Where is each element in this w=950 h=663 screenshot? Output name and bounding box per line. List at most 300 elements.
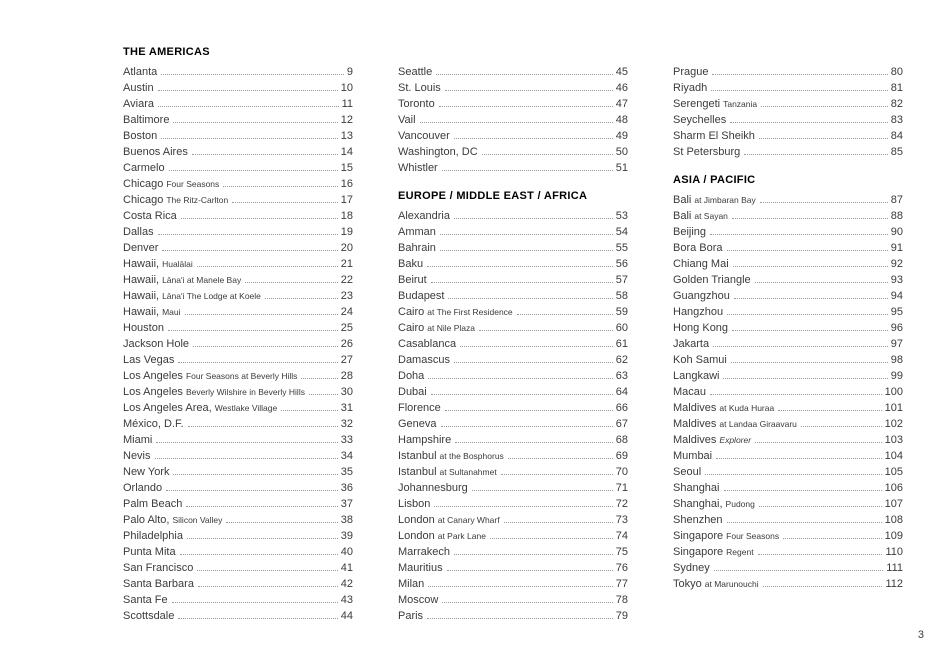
toc-entry [673,480,903,496]
entry-page-number: 46 [615,82,628,94]
dotted-leader [744,154,887,155]
dotted-leader [716,458,882,459]
entry-page-number: 25 [340,322,353,334]
entry-name: Vail [398,114,416,126]
entry-name: Hawaii, [123,290,160,302]
dotted-leader [180,554,338,555]
entry-name: Shenzhen [673,514,723,526]
toc-column-right [673,44,903,624]
entry-subtitle: at Kuda Huraa [719,403,775,413]
entry-page-number: 18 [340,210,353,222]
dotted-leader [431,394,613,395]
entry-name: Seattle [398,66,433,78]
dotted-leader [517,314,613,315]
dotted-leader [439,106,613,107]
toc-entry [673,512,903,528]
entry-name: Santa Barbara [123,578,194,590]
toc-entry [123,400,353,416]
toc-entry [673,224,903,240]
entry-page-number: 88 [890,210,903,222]
entry-name: Denver [123,242,159,254]
dotted-leader [178,362,337,363]
entry-page-number: 35 [340,466,353,478]
entry-page-number: 22 [340,274,353,286]
dotted-leader [454,218,613,219]
dotted-leader [730,122,888,123]
entry-name: Milan [398,578,425,590]
entry-page-number: 96 [890,322,903,334]
entry-name: México, D.F. [123,418,184,430]
toc-entry [123,512,353,528]
dotted-leader [504,522,613,523]
dotted-leader [441,426,613,427]
entry-name: Buenos Aires [123,146,188,158]
entry-subtitle: at the Bosphorus [439,451,504,461]
entry-page-number: 67 [615,418,628,430]
toc-entry [123,384,353,400]
entry-name: Vancouver [398,130,450,142]
toc-entry [398,224,628,240]
entry-subtitle: at The First Residence [427,307,513,317]
entry-page-number: 11 [341,98,353,110]
entry-name: St Petersburg [673,146,741,158]
entry-page-number: 53 [615,210,628,222]
entry-name: Baku [398,258,424,270]
entry-subtitle: Westlake Village [214,403,278,413]
entry-page-number: 78 [615,594,628,606]
toc-entry [123,544,353,560]
dotted-leader [161,74,344,75]
entry-page-number: 66 [615,402,628,414]
toc-entry [123,192,353,208]
dotted-leader [232,202,338,203]
entry-page-number: 26 [340,338,353,350]
entry-name: Doha [398,370,425,382]
entry-subtitle: at Park Lane [437,531,486,541]
entry-name: Chicago [123,178,164,190]
entry-page-number: 79 [615,610,628,622]
toc-entry [123,256,353,272]
toc-entry [123,208,353,224]
toc-entry [398,496,628,512]
entry-name: Seoul [673,466,702,478]
dotted-leader [162,250,337,251]
entry-subtitle: at Marunouchi [704,579,759,589]
toc-entry [123,528,353,544]
entry-name: Philadelphia [123,530,183,542]
entry-page-number: 54 [615,226,628,238]
entry-page-number: 63 [615,370,628,382]
entry-name: St. Louis [398,82,441,94]
toc-entry [123,96,353,112]
entry-name: Langkawi [673,370,720,382]
entry-name: Washington, DC [398,146,478,158]
dotted-leader [455,442,613,443]
entry-page-number: 47 [615,98,628,110]
toc-entry [673,368,903,384]
entry-subtitle: at Sayan [694,211,728,221]
dotted-leader [198,586,338,587]
entry-page-number: 32 [340,418,353,430]
dotted-leader [309,394,338,395]
entry-page-number: 17 [340,194,353,206]
entry-page-number: 112 [885,578,903,590]
entry-subtitle: at Landaa Giraavaru [719,419,797,429]
table-of-contents [123,44,903,624]
entry-page-number: 93 [890,274,903,286]
entry-page-number: 62 [615,354,628,366]
entry-name: Las Vegas [123,354,175,366]
entry-name: Johannesburg [398,482,468,494]
entry-name: Hangzhou [673,306,724,318]
toc-entry [398,112,628,128]
toc-entry [673,432,903,448]
entry-page-number: 105 [884,466,903,478]
toc-entry [123,128,353,144]
toc-entry [398,448,628,464]
dotted-leader [714,570,884,571]
entry-name: Toronto [398,98,435,110]
entry-name: Austin [123,82,154,94]
dotted-leader [428,586,612,587]
toc-entry [398,576,628,592]
entry-page-number: 72 [615,498,628,510]
entry-page-number: 16 [340,178,353,190]
dotted-leader [428,378,612,379]
dotted-leader [156,442,337,443]
toc-entry [673,112,903,128]
entry-page-number: 110 [885,546,903,558]
entry-page-number: 30 [340,386,353,398]
dotted-leader [158,90,338,91]
entry-name: Florence [398,402,441,414]
dotted-leader [192,154,338,155]
entry-page-number: 34 [340,450,353,462]
entry-name: Hawaii, [123,306,160,318]
entry-page-number: 59 [615,306,628,318]
entry-name: Palo Alto, [123,514,170,526]
entry-page-number: 13 [340,130,353,142]
toc-entry [673,144,903,160]
entry-page-number: 76 [615,562,628,574]
entry-page-number: 68 [615,434,628,446]
dotted-leader [712,74,887,75]
toc-entry [673,384,903,400]
dotted-leader [710,394,882,395]
dotted-leader [158,106,339,107]
dotted-leader [508,458,613,459]
dotted-leader [445,90,613,91]
entry-page-number: 45 [615,66,628,78]
dotted-leader [490,538,613,539]
dotted-leader [448,298,612,299]
entry-name: Cairo [398,306,425,318]
entry-page-number: 92 [890,258,903,270]
entry-name: Carmelo [123,162,165,174]
entry-name: Dubai [398,386,427,398]
entry-name: Punta Mita [123,546,176,558]
dotted-leader [482,154,613,155]
entry-page-number: 44 [340,610,353,622]
entry-name: Nevis [123,450,151,462]
entry-name: Serengeti [673,98,721,110]
dotted-leader [155,458,338,459]
entry-page-number: 74 [615,530,628,542]
entry-page-number: 90 [890,226,903,238]
entry-page-number: 75 [615,546,628,558]
entry-page-number: 87 [890,194,903,206]
toc-entry [398,80,628,96]
entry-subtitle: Lāna'i at Manele Bay [162,275,242,285]
entry-page-number: 81 [890,82,903,94]
entry-page-number: 61 [615,338,628,350]
toc-entry [398,512,628,528]
entry-name: Koh Samui [673,354,727,366]
entry-page-number: 57 [615,274,628,286]
dotted-leader [158,234,338,235]
entry-page-number: 40 [340,546,353,558]
toc-entry [123,416,353,432]
entry-name: Budapest [398,290,445,302]
dotted-leader [166,490,338,491]
dotted-leader [427,618,613,619]
dotted-leader [760,202,888,203]
entry-name: Los Angeles [123,386,183,398]
toc-entry [123,608,353,624]
dotted-leader [301,378,337,379]
dotted-leader [445,410,613,411]
toc-entry [123,432,353,448]
dotted-leader [755,442,882,443]
entry-name: Scottsdale [123,610,175,622]
entry-page-number: 15 [340,162,353,174]
toc-entry [123,64,353,80]
entry-name: Marrakech [398,546,450,558]
entry-page-number: 49 [615,130,628,142]
entry-page-number: 19 [340,226,353,238]
entry-page-number: 38 [340,514,353,526]
dotted-leader [193,346,338,347]
entry-subtitle: Tanzania [723,99,758,109]
toc-entry [123,368,353,384]
entry-name: Paris [398,610,424,622]
entry-page-number: 103 [884,434,903,446]
dotted-leader [472,490,613,491]
entry-name: Jakarta [673,338,710,350]
entry-page-number: 48 [615,114,628,126]
toc-entry [673,208,903,224]
toc-entry [398,464,628,480]
toc-entry [398,544,628,560]
dotted-leader [454,138,613,139]
entry-page-number: 109 [884,530,903,542]
toc-entry [398,416,628,432]
dotted-leader [161,138,338,139]
toc-entry [673,256,903,272]
entry-name: Chiang Mai [673,258,729,270]
toc-entry [398,400,628,416]
entry-page-number: 42 [340,578,353,590]
entry-name: Tokyo [673,578,702,590]
toc-entry [398,528,628,544]
dotted-leader [197,570,337,571]
entry-page-number: 107 [884,498,903,510]
toc-entry [398,272,628,288]
toc-entry [398,288,628,304]
toc-entry [673,240,903,256]
toc-entry [398,304,628,320]
toc-entry [398,592,628,608]
toc-entry [123,80,353,96]
entry-name: Baltimore [123,114,170,126]
toc-entry [398,608,628,624]
dotted-leader [185,314,338,315]
dotted-leader [447,570,613,571]
entry-name: Istanbul [398,450,437,462]
entry-name: Miami [123,434,153,446]
toc-entry [673,528,903,544]
dotted-leader [479,330,613,331]
entry-name: Houston [123,322,164,334]
toc-entry [123,352,353,368]
toc-entry [398,144,628,160]
entry-name: Palm Beach [123,498,183,510]
dotted-leader [168,330,338,331]
entry-page-number: 31 [340,402,353,414]
entry-name: Lisbon [398,498,431,510]
entry-page-number: 12 [340,114,353,126]
toc-entry [673,560,903,576]
entry-page-number: 21 [340,258,353,270]
entry-name: London [398,530,435,542]
toc-entry [398,128,628,144]
toc-entry [123,592,353,608]
entry-page-number: 104 [884,450,903,462]
entry-subtitle: Beverly Wilshire in Beverly Hills [185,387,305,397]
entry-name: Jackson Hole [123,338,190,350]
entry-page-number: 58 [615,290,628,302]
entry-name: Bahrain [398,242,436,254]
dotted-leader [783,538,882,539]
dotted-leader [733,266,888,267]
entry-page-number: 106 [884,482,903,494]
toc-entry [398,368,628,384]
entry-page-number: 28 [340,370,353,382]
dotted-leader [420,122,613,123]
dotted-leader [181,218,338,219]
entry-page-number: 20 [340,242,353,254]
toc-entry [398,352,628,368]
toc-entry [673,416,903,432]
entry-name: Seychelles [673,114,727,126]
section-header: EUROPE / MIDDLE EAST / AFRICA [398,190,588,202]
entry-name: Bali [673,210,692,222]
entry-name: Riyadh [673,82,708,94]
dotted-leader [427,266,613,267]
entry-name: Casablanca [398,338,457,350]
entry-subtitle: at Jimbaran Bay [694,195,756,205]
entry-page-number: 98 [890,354,903,366]
toc-entry [673,320,903,336]
toc-entry [123,576,353,592]
toc-entry [123,480,353,496]
entry-page-number: 101 [884,402,903,414]
entry-subtitle: Maui [162,307,181,317]
toc-entry [123,144,353,160]
entry-page-number: 60 [615,322,628,334]
entry-name: Beirut [398,274,427,286]
entry-name: Costa Rica [123,210,177,222]
toc-entry [673,128,903,144]
toc-entry [398,336,628,352]
toc-entry [398,208,628,224]
entry-page-number: 111 [886,562,903,574]
toc-entry [123,336,353,352]
dotted-leader [732,218,888,219]
dotted-leader [223,186,337,187]
entry-page-number: 83 [890,114,903,126]
toc-entry [398,96,628,112]
toc-entry [398,384,628,400]
dotted-leader [758,554,883,555]
entry-page-number: 14 [340,146,353,158]
entry-page-number: 36 [340,482,353,494]
toc-entry [123,304,353,320]
dotted-leader [454,362,613,363]
toc-entry [123,560,353,576]
dotted-leader [761,106,888,107]
toc-entry [673,64,903,80]
dotted-leader [434,506,612,507]
entry-page-number: 51 [615,162,628,174]
entry-name: Golden Triangle [673,274,751,286]
entry-name: Beijing [673,226,707,238]
entry-name: Hawaii, [123,274,160,286]
toc-entry [673,464,903,480]
dotted-leader [281,410,338,411]
dotted-leader [759,138,888,139]
entry-page-number: 80 [890,66,903,78]
toc-entry [673,544,903,560]
dotted-leader [724,490,882,491]
dotted-leader [442,170,613,171]
entry-page-number: 84 [890,130,903,142]
toc-entry [398,64,628,80]
entry-name: Santa Fe [123,594,168,606]
toc-entry [123,448,353,464]
toc-entry [673,96,903,112]
toc-entry [123,496,353,512]
dotted-leader [197,266,338,267]
dotted-leader [226,522,337,523]
entry-page-number: 70 [615,466,628,478]
dotted-leader [763,586,883,587]
entry-name: Hong Kong [673,322,729,334]
toc-entry [123,224,353,240]
dotted-leader [723,378,887,379]
toc-entry [398,560,628,576]
toc-entry [673,192,903,208]
entry-name: Hawaii, [123,258,160,270]
toc-entry [398,256,628,272]
entry-name: Amman [398,226,436,238]
dotted-leader [173,122,337,123]
dotted-leader [440,250,613,251]
entry-name: Damascus [398,354,450,366]
entry-page-number: 77 [615,578,628,590]
dotted-leader [265,298,338,299]
entry-page-number: 39 [340,530,353,542]
